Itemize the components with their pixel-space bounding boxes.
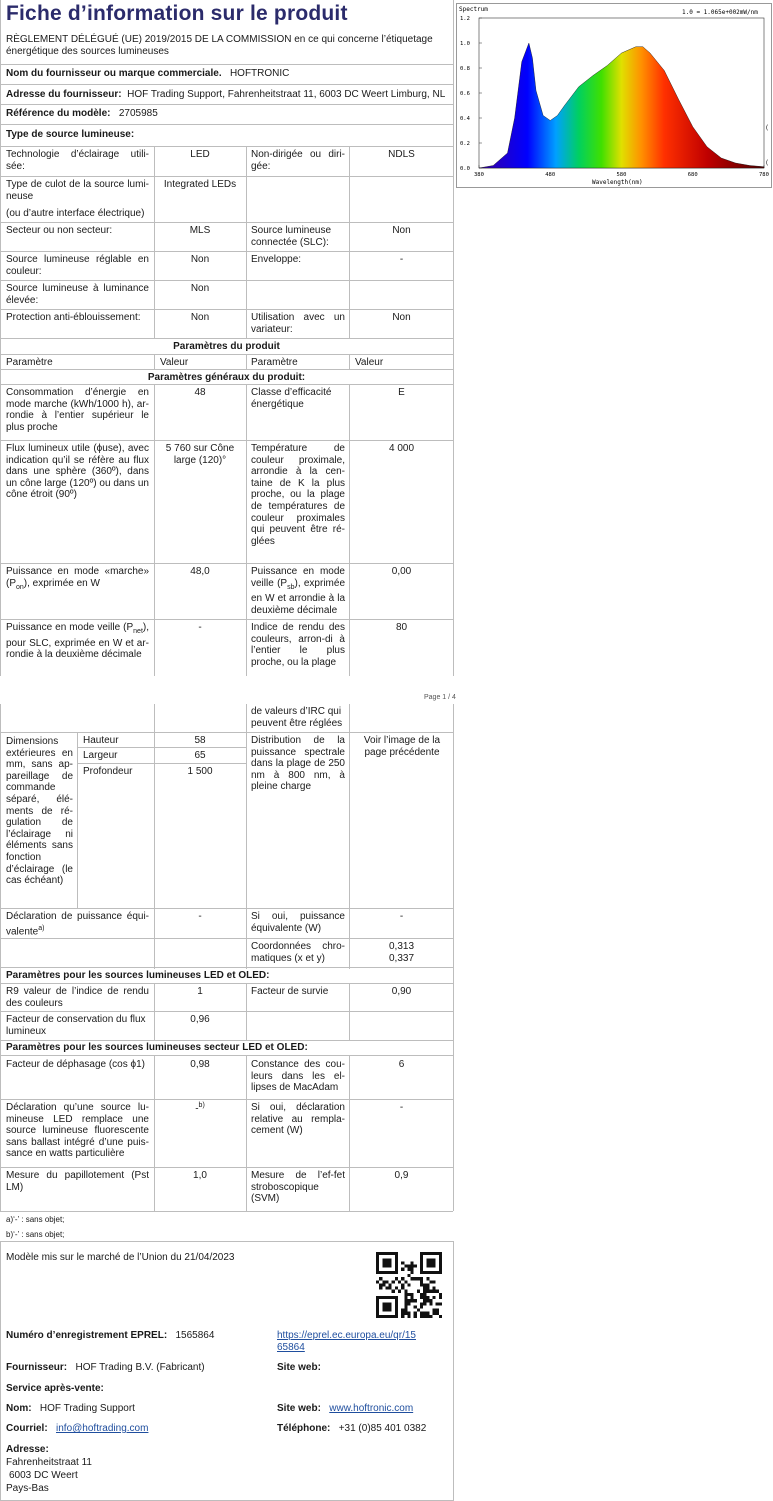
- equivalent-power-label: Déclaration de puissance équi-valente$^{a)}$: [6, 911, 149, 937]
- website-label: Site web:: [277, 1362, 321, 1373]
- chromaticity-label: Coordonnées chro-matiques (x et y): [251, 941, 345, 964]
- email-row: [6, 1423, 148, 1435]
- dimmer-value: Non: [392, 312, 411, 323]
- spectrum-chart: [456, 3, 772, 188]
- y-tick-label: 0.6: [460, 91, 470, 97]
- mains-value: MLS: [189, 225, 211, 236]
- x-tick-label: 580: [616, 172, 627, 178]
- footnote-b: b)‘-’ : sans objet;: [6, 1230, 65, 1239]
- envelope-label: Enveloppe:: [251, 254, 302, 265]
- replacement-label: Déclaration qu’une source lu-mineuse LED remplace une source lumineuse fluorescente sans ballast intégré d’une puis-sance en watts particulière: [6, 1102, 149, 1160]
- tech-label: Technologie d’éclairage utili-sée:: [6, 149, 149, 172]
- chromaticity-x: 0,313: [388, 941, 415, 952]
- supplier-name-label: Nom du fournisseur ou marque commerciale.: [6, 68, 222, 79]
- glare-value: Non: [190, 312, 210, 323]
- dimensions-label: Dimensions extérieures en mm, sans ap-pareillage de commande séparé, élé-ments de ré-gulation de l’éclairage ni éléments sans fonction d’éclairage (le cas échéant): [6, 736, 73, 887]
- stroboscopic-label: Mesure de l’ef-fet stroboscopique (SVM): [251, 1170, 345, 1205]
- directional-value: NDLS: [388, 149, 415, 160]
- supplier-address-label: Adresse du fournisseur:: [6, 89, 122, 100]
- chromaticity-y: 0,337: [388, 953, 415, 964]
- col-value-2: Valeur: [355, 357, 384, 368]
- spectrum-scale-note: 1.0 = 1.065e+002mW/nm: [682, 9, 758, 16]
- led-params-header: Paramètres pour les sources lumineuses LED et OLED:: [6, 970, 270, 981]
- y-tick-label: 0.8: [460, 66, 470, 72]
- col-param-1: Paramètre: [6, 357, 53, 368]
- model-ref-value: 2705985: [118, 108, 158, 119]
- right-tick-a: (: [766, 125, 768, 131]
- spd-label: Distribution de la puissance spectrale dans la plage de 250 nm à 800 nm, à pleine charge: [251, 735, 345, 793]
- phone-label: Téléphone:: [277, 1423, 331, 1434]
- eprel-link-1[interactable]: https://eprel.ec.europa.eu/qr/15: [277, 1330, 416, 1341]
- spd-value: Voir l’image de la page précédente: [363, 735, 441, 758]
- x-tick-label: 780: [759, 172, 769, 178]
- tech-value: LED: [190, 149, 210, 160]
- height-label: Hauteur: [83, 735, 119, 746]
- right-tick-b: (: [766, 160, 768, 166]
- supplier-label: Fournisseur:: [6, 1362, 68, 1373]
- x-tick-label: 680: [687, 172, 698, 178]
- spectrum-area: [479, 43, 764, 168]
- equivalent-watt-value: -: [399, 911, 404, 922]
- page-number: Page 1 / 4: [424, 694, 456, 701]
- high-luminance-value: Non: [190, 283, 210, 294]
- x-tick-label: 380: [474, 172, 484, 178]
- qr-code-icon: [376, 1252, 442, 1318]
- r9-label: R9 valeur de l’indice de rendu des couleurs: [6, 986, 149, 1009]
- dimmer-label: Utilisation avec un variateur:: [251, 312, 345, 335]
- lumen-maintenance-label: Facteur de conservation du flux lumineux: [6, 1014, 146, 1037]
- website2-label: Site web:: [277, 1403, 321, 1414]
- envelope-value: -: [399, 254, 404, 265]
- power-factor-value: 0,98: [190, 1059, 210, 1070]
- height-value: 58: [194, 735, 206, 746]
- standby-power-value: 0,00: [391, 566, 412, 577]
- cri-value: 80: [395, 622, 408, 633]
- efficiency-class-label: Classe d’efficacité énergétique: [251, 387, 332, 410]
- equivalent-power-value: -: [198, 911, 202, 922]
- phone-row: [277, 1423, 426, 1435]
- page-title: Fiche d’information sur le produit: [6, 2, 348, 25]
- energy-consumption-value: 48: [194, 387, 206, 398]
- width-label: Largeur: [83, 750, 118, 761]
- address-line-3: Pays-Bas: [6, 1483, 49, 1494]
- depth-value: 1 500: [187, 766, 213, 777]
- standby-power-label: Puissance en mode veille $(P_{sb})$, exprimée en W et arrondie à la deuxième décimale: [251, 566, 345, 616]
- website2-row: [277, 1403, 413, 1415]
- y-tick-label: 1.2: [460, 16, 470, 22]
- power-factor-label: Facteur de déphasage (cos ϕ1): [6, 1059, 146, 1070]
- replacement-watt-label: Si oui, déclaration relative au rempla-cement (W): [251, 1102, 345, 1137]
- lumen-maintenance-value: 0,96: [190, 1014, 210, 1025]
- eprel-label: Numéro d’enregistrement EPREL:: [6, 1330, 168, 1341]
- email-link[interactable]: info@hoftrading.com: [56, 1423, 149, 1434]
- address-line-1: Fahrenheitstraat 11: [6, 1457, 92, 1468]
- width-value: 65: [194, 750, 206, 761]
- supplier-address-row: [6, 89, 445, 101]
- cap-value: Integrated LEDs: [163, 179, 237, 190]
- survival-value: 0,90: [391, 986, 412, 997]
- contact-name-row: [6, 1403, 135, 1415]
- slc-label: Source lumineuse connectée (SLC):: [251, 225, 332, 248]
- aftersales-label: Service après-vente:: [6, 1383, 104, 1394]
- slc-value: Non: [392, 225, 411, 236]
- cap-label-1: Type de culot de la source lumi-neuse: [6, 179, 149, 202]
- spectrum-xlabel: Wavelength(nm): [592, 179, 643, 186]
- colour-tunable-value: Non: [190, 254, 210, 265]
- market-date: Modèle mis sur le marché de l’Union du 21/04/2023: [6, 1252, 235, 1263]
- survival-label: Facteur de survie: [251, 986, 329, 997]
- glare-label: Protection anti-éblouissement:: [6, 312, 141, 323]
- networked-standby-value: -: [198, 622, 202, 633]
- col-value-1: Valeur: [160, 357, 189, 368]
- replacement-watt-value: -: [399, 1102, 404, 1113]
- regulation-text: RÈGLEMENT DÉLÉGUÉ (UE) 2019/2015 DE LA COMMISSION en ce qui concerne l’étiquetage énergétique des sources lumineuses: [6, 34, 433, 57]
- general-params-header: Paramètres généraux du produit:: [147, 372, 306, 383]
- r9-value: 1: [197, 986, 203, 997]
- high-luminance-label: Source lumineuse à luminance élevée:: [6, 283, 149, 306]
- macadam-value: 6: [398, 1059, 405, 1070]
- eprel-row: [6, 1330, 214, 1342]
- model-ref-label: Référence du modèle:: [6, 108, 111, 119]
- product-params-header: Paramètres du produit: [173, 341, 280, 352]
- y-tick-label: 0.2: [460, 141, 470, 147]
- eprel-link-2[interactable]: 65864: [277, 1342, 305, 1353]
- flicker-label: Mesure du papillotement (Pst LM): [6, 1170, 149, 1193]
- directional-label: Non-dirigée ou diri-gée:: [251, 149, 345, 172]
- flicker-value: 1,0: [193, 1170, 207, 1181]
- cri-label-2: de valeurs d’IRC qui peuvent être réglées: [251, 706, 343, 729]
- contact-name-label: Nom:: [6, 1403, 32, 1414]
- cct-label: Température de couleur proximale, arrondie à la cen-taine de K la plus proche, ou la plage de températures de couleur proximales qui peuvent être ré-glées: [251, 443, 345, 547]
- mains-label: Secteur ou non secteur:: [6, 225, 113, 236]
- y-tick-label: 1.0: [460, 41, 470, 47]
- source-type-header: Type de source lumineuse:: [6, 129, 135, 140]
- colour-tunable-label: Source lumineuse réglable en couleur:: [6, 254, 149, 277]
- stroboscopic-value: 0,9: [394, 1170, 409, 1181]
- supplier-name-row: [6, 68, 289, 80]
- cap-label-2: (ou d’autre interface électrique): [6, 208, 145, 219]
- efficiency-class-value: E: [398, 387, 405, 398]
- supplier-value: HOF Trading B.V. (Fabricant): [75, 1362, 205, 1373]
- footnote-a: a)‘-’ : sans objet;: [6, 1215, 65, 1224]
- cct-value: 4 000: [388, 443, 415, 454]
- mains-params-header: Paramètres pour les sources lumineuses secteur LED et OLED:: [6, 1042, 308, 1053]
- supplier-name-value: HOFTRONIC: [229, 68, 290, 79]
- address-line-2: 6003 DC Weert: [9, 1470, 78, 1481]
- y-tick-label: 0.0: [460, 166, 470, 172]
- col-param-2: Paramètre: [251, 357, 298, 368]
- luminous-flux-label: Flux lumineux utile (ϕuse), avec indication qu’il se réfère au flux dans une sphère (360º), dans un cône large (120º) ou dans un cône étroit (90º): [6, 443, 149, 501]
- supplier-address-value: HOF Trading Support, Fahrenheitstraat 11, 6003 DC Weert Limburg, NL: [127, 89, 446, 100]
- on-mode-power-value: 48,0: [190, 566, 210, 577]
- email-label: Courriel:: [6, 1423, 48, 1434]
- spectrum-title: Spectrum: [459, 6, 488, 13]
- equivalent-watt-label: Si oui, puissance équivalente (W): [251, 911, 345, 934]
- macadam-label: Constance des cou-leurs dans les el-lipses de MacAdam: [251, 1059, 345, 1094]
- contact-name-value: HOF Trading Support: [39, 1403, 135, 1414]
- address-label: Adresse:: [6, 1444, 49, 1455]
- phone-value: +31 (0)85 401 0382: [338, 1423, 427, 1434]
- eprel-value: 1565864: [175, 1330, 215, 1341]
- networked-standby-label: Puissance en mode veille $(P_{net})$, pour SLC, exprimée en W et ar-rondie à la deuxième décimale: [6, 622, 149, 661]
- x-tick-label: 480: [545, 172, 556, 178]
- cri-label-1: Indice de rendu des couleurs, arron-di à l’entier le plus proche, ou la plage: [251, 622, 345, 668]
- model-ref-row: [6, 108, 158, 120]
- website2-link[interactable]: www.hoftronic.com: [329, 1403, 414, 1414]
- replacement-value: -$^{b)}$: [195, 1102, 205, 1115]
- luminous-flux-value: 5 760 sur Cône large (120)°: [165, 443, 235, 466]
- supplier-row: [6, 1362, 205, 1374]
- depth-label: Profondeur: [83, 766, 133, 777]
- on-mode-power-label: Puissance en mode «marche» $(P_{on})$, exprimée en W: [6, 566, 149, 591]
- energy-consumption-label: Consommation d’énergie en mode marche (kWh/1000 h), ar-rondie à l’entier supérieur le plus proche: [6, 387, 149, 433]
- y-tick-label: 0.4: [460, 116, 470, 122]
